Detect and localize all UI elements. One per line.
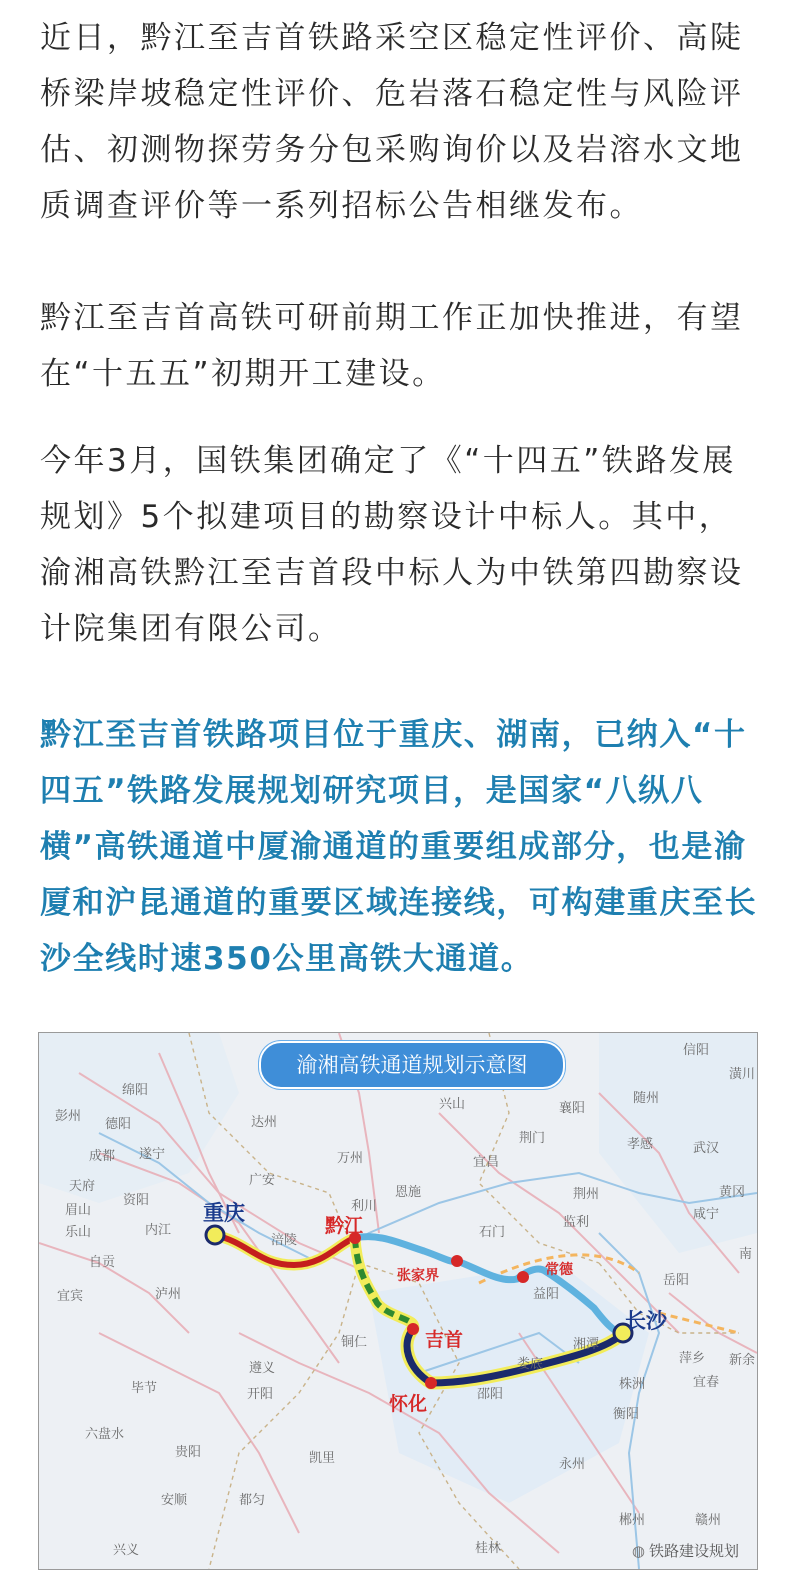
source-watermark — [632, 1540, 739, 1561]
map-graphic — [39, 1033, 757, 1569]
city-label: 益阳 — [533, 1287, 560, 1302]
city-label: 信阳 — [683, 1043, 710, 1058]
city-label: 宜昌 — [473, 1155, 500, 1170]
city-label: 衡阳 — [613, 1407, 640, 1422]
route-map — [38, 1032, 758, 1570]
city-label: 六盘水 — [85, 1427, 125, 1442]
city-label: 资阳 — [123, 1193, 150, 1208]
city-label: 永州 — [559, 1457, 586, 1472]
city-label: 宜宾 — [57, 1289, 84, 1304]
city-label: 德阳 — [105, 1117, 132, 1132]
city-label: 自贡 — [89, 1255, 116, 1270]
city-label: 孝感 — [627, 1137, 654, 1152]
city-label: 遂宁 — [139, 1147, 166, 1162]
city-label: 毕节 — [131, 1381, 158, 1396]
city-label: 内江 — [145, 1223, 172, 1238]
city-label: 铜仁 — [341, 1335, 368, 1350]
city-label: 开阳 — [247, 1387, 274, 1402]
city-label: 眉山 — [65, 1203, 92, 1218]
station-huaihua — [425, 1377, 437, 1389]
station-jishou — [407, 1323, 419, 1335]
city-label: 萍乡 — [679, 1351, 706, 1366]
city-label: 赣州 — [695, 1513, 722, 1528]
stop-label-jishou: 吉首 — [425, 1329, 464, 1351]
city-label: 监利 — [563, 1215, 590, 1230]
city-label: 遵义 — [249, 1361, 276, 1376]
city-label: 达州 — [251, 1115, 278, 1130]
city-label: 利川 — [351, 1199, 378, 1214]
city-label: 兴义 — [113, 1543, 140, 1558]
city-label: 潢川 — [729, 1067, 756, 1082]
city-label: 成都 — [89, 1149, 116, 1164]
city-label: 邵阳 — [477, 1387, 504, 1402]
stop-label-qianjiang: 黔江 — [325, 1215, 364, 1237]
map-title: 渝湘高铁通道规划示意图 — [259, 1041, 565, 1089]
city-label: 荆门 — [519, 1131, 546, 1146]
city-label: 岳阳 — [663, 1273, 690, 1288]
city-label: 桂林 — [475, 1541, 502, 1556]
city-label: 武汉 — [693, 1141, 720, 1156]
city-label: 湘潭 — [573, 1337, 600, 1352]
stop-label-huaihua: 怀化 — [389, 1393, 428, 1415]
city-label: 乐山 — [65, 1225, 92, 1240]
city-label: 安顺 — [161, 1493, 188, 1508]
city-label: 绵阳 — [122, 1083, 149, 1098]
stop-label-changde: 常德 — [545, 1262, 573, 1278]
city-label: 都匀 — [239, 1493, 266, 1508]
city-label: 新余 — [729, 1353, 756, 1368]
city-label: 万州 — [337, 1151, 364, 1166]
paragraph-construction-outlook: 黔江至吉首高铁可研前期工作正加快推进，有望在“十五五”初期开工建设。 — [40, 300, 744, 392]
paragraph-design-winner: 今年3月，国铁集团确定了《“十四五”铁路发展规划》5个拟建项目的勘察设计中标人。其中，渝湘高铁黔江至吉首段中标人为中铁第四勘察设计院集团有限公司。 — [40, 443, 744, 647]
watermark-text: 铁路建设规划 — [648, 1542, 739, 1560]
paragraph-tender-announcements: 近日，黔江至吉首铁路采空区稳定性评价、高陡桥梁岸坡稳定性评价、危岩落石稳定性与风险评估、初测物探劳务分包采购询价以及岩溶水文地质调查评价等一系列招标公告相继发布。 — [40, 20, 744, 224]
stop-label-chongqing: 重庆 — [203, 1201, 245, 1225]
city-label: 广安 — [249, 1173, 276, 1188]
city-label: 石门 — [479, 1225, 506, 1240]
stop-label-zhangjiajie: 张家界 — [397, 1268, 439, 1284]
city-label: 泸州 — [155, 1287, 182, 1302]
city-label: 天府 — [69, 1179, 96, 1194]
wechat-icon: ◍ — [631, 1542, 645, 1560]
city-label: 郴州 — [619, 1513, 646, 1528]
city-label: 荆州 — [573, 1187, 600, 1202]
city-label: 襄阳 — [559, 1101, 586, 1116]
city-label: 咸宁 — [693, 1207, 720, 1222]
city-label: 宜春 — [693, 1375, 720, 1390]
station-chongqing — [206, 1226, 224, 1244]
station-changde — [517, 1271, 529, 1283]
city-label: 娄底 — [517, 1357, 544, 1372]
city-label: 凯里 — [309, 1451, 336, 1466]
highlight-paragraph: 黔江至吉首铁路项目位于重庆、湖南，已纳入“十四五”铁路发展规划研究项目，是国家“八纵八横”高铁通道中厦渝通道的重要组成部分，也是渝厦和沪昆通道的重要区域连接线，可构建重庆至长沙全线时速350公里高铁大通道。 — [40, 717, 758, 977]
city-label: 恩施 — [395, 1185, 422, 1200]
station-zhangjiajie — [451, 1255, 463, 1267]
city-label: 涪陵 — [271, 1233, 298, 1248]
city-label: 南 — [739, 1247, 753, 1262]
city-label: 黄冈 — [719, 1185, 746, 1200]
stop-label-changsha: 长沙 — [625, 1309, 667, 1333]
city-label: 贵阳 — [175, 1445, 202, 1460]
city-label: 兴山 — [439, 1097, 466, 1112]
city-label: 彭州 — [55, 1109, 82, 1124]
city-label: 株洲 — [619, 1377, 646, 1392]
city-label: 随州 — [633, 1091, 660, 1106]
